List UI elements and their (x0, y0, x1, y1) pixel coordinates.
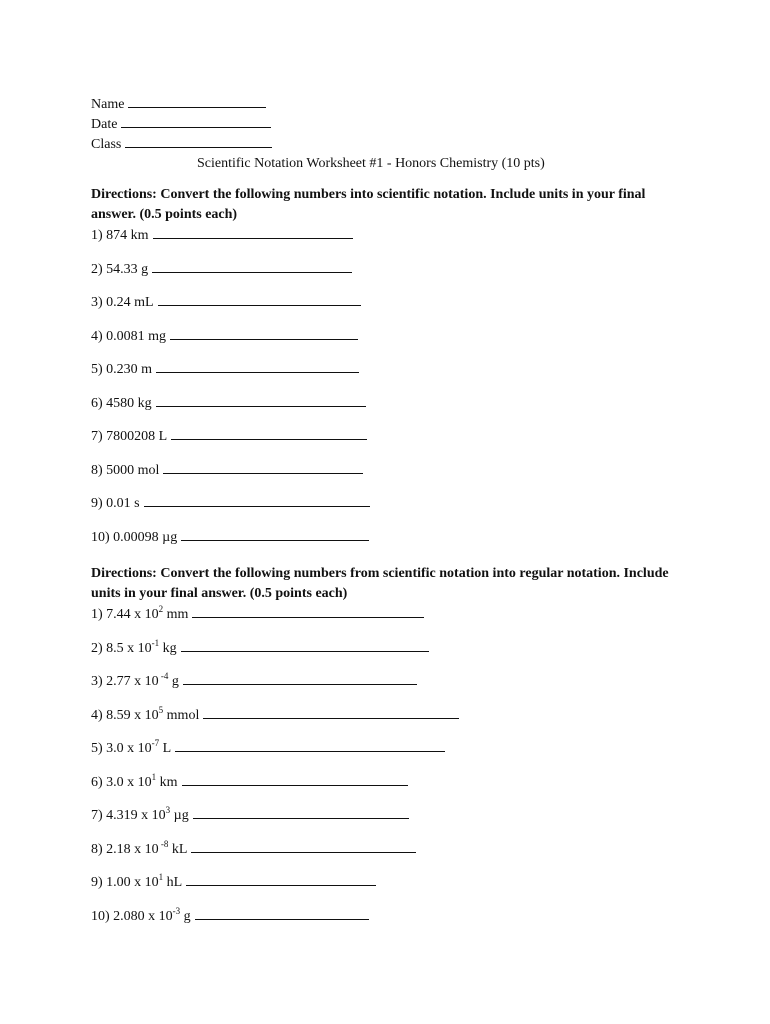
name-label: Name (91, 97, 125, 112)
question-number: 2) (91, 640, 103, 656)
question-value: 0.0081 mg (106, 328, 167, 344)
question-number: 8) (91, 462, 103, 478)
answer-blank[interactable] (163, 460, 363, 474)
question-value: 0.01 s (106, 496, 140, 511)
question-base: 3.0 x 10 (106, 774, 152, 790)
question-number: 1) (91, 607, 103, 622)
class-line (91, 134, 691, 154)
question-base: 3.0 x 10 (106, 741, 152, 756)
question-value: 7800208 L (106, 429, 168, 444)
question-item (91, 839, 691, 873)
question-number: 4) (91, 707, 103, 723)
question-item (91, 671, 691, 705)
question-item (91, 225, 691, 259)
question-exponent: -4 (158, 671, 169, 681)
question-number: 2) (91, 261, 103, 277)
question-unit: g (183, 908, 191, 924)
question-item (91, 292, 691, 326)
question-base: 4.319 x 10 (106, 808, 166, 823)
question-number: 9) (91, 496, 103, 511)
question-unit: kg (162, 640, 177, 656)
section1-directions: Directions: Convert the following numbers into scientific notation. Include units in your final answer. (0.5 points each) (91, 187, 646, 222)
question-base: 2.18 x 10 (106, 841, 159, 857)
question-item (91, 772, 691, 806)
answer-blank[interactable] (182, 772, 408, 786)
question-base: 2.080 x 10 (113, 908, 173, 924)
question-number: 7) (91, 429, 103, 444)
question-number: 3) (91, 295, 103, 310)
answer-blank[interactable] (158, 292, 361, 306)
question-item (91, 326, 691, 360)
question-item (91, 259, 691, 293)
name-blank[interactable] (128, 94, 266, 108)
question-unit: g (171, 674, 179, 689)
question-value: 874 km (106, 228, 149, 243)
question-value: 5000 mol (106, 462, 160, 478)
question-number: 10) (91, 529, 110, 545)
section2-directions: Directions: Convert the following numbers from scientific notation into regular notation. Include units in your final answer. (0.5 points each) (91, 566, 669, 601)
question-item (91, 460, 691, 494)
question-item (91, 493, 691, 527)
question-exponent: -7 (151, 738, 160, 748)
answer-blank[interactable] (181, 527, 369, 541)
answer-blank[interactable] (144, 493, 370, 507)
answer-blank[interactable] (193, 805, 409, 819)
answer-blank[interactable] (203, 705, 459, 719)
question-item (91, 906, 691, 940)
answer-blank[interactable] (152, 259, 352, 273)
question-base: 7.44 x 10 (106, 607, 159, 622)
question-value: 0.230 m (106, 362, 153, 377)
question-unit: hL (166, 875, 183, 890)
answer-blank[interactable] (183, 671, 417, 685)
worksheet-page (91, 94, 691, 939)
question-base: 1.00 x 10 (106, 875, 159, 890)
question-value: 0.24 mL (106, 295, 154, 310)
question-item (91, 638, 691, 672)
question-item (91, 805, 691, 839)
question-exponent: 2 (158, 604, 164, 614)
question-number: 5) (91, 741, 103, 756)
name-line (91, 94, 691, 114)
question-number: 5) (91, 362, 103, 377)
question-exponent: -8 (158, 838, 169, 849)
question-item (91, 604, 691, 638)
question-item (91, 426, 691, 460)
answer-blank[interactable] (181, 638, 429, 652)
question-number: 3) (91, 674, 103, 689)
question-value: 4580 kg (106, 395, 152, 411)
section2-list (91, 604, 691, 939)
question-number: 7) (91, 808, 103, 823)
question-exponent: 3 (165, 805, 171, 815)
question-item (91, 359, 691, 393)
answer-blank[interactable] (195, 906, 369, 920)
question-value: 0.00098 µg (113, 529, 178, 545)
question-number: 10) (91, 908, 110, 924)
question-number: 8) (91, 841, 103, 857)
question-exponent: -1 (151, 637, 160, 648)
question-unit: mmol (166, 707, 200, 723)
question-base: 8.5 x 10 (106, 640, 152, 656)
question-number: 4) (91, 328, 103, 344)
class-label: Class (91, 137, 122, 152)
answer-blank[interactable] (191, 839, 416, 853)
answer-blank[interactable] (171, 426, 367, 440)
page-title: Scientific Notation Worksheet #1 - Honors Chemistry (10 pts) (197, 156, 545, 171)
answer-blank[interactable] (156, 359, 359, 373)
section1-list (91, 225, 691, 560)
question-unit: kL (171, 841, 188, 857)
date-label: Date (91, 117, 118, 132)
answer-blank[interactable] (175, 738, 445, 752)
question-exponent: 1 (151, 771, 157, 782)
question-unit: µg (173, 808, 189, 823)
question-number: 9) (91, 875, 103, 890)
question-item (91, 393, 691, 427)
question-item (91, 872, 691, 906)
question-item (91, 705, 691, 739)
question-unit: km (159, 774, 178, 790)
question-unit: L (162, 741, 172, 756)
date-blank[interactable] (121, 114, 271, 128)
question-exponent: -3 (172, 905, 181, 916)
question-item (91, 527, 691, 561)
question-number: 6) (91, 774, 103, 790)
answer-blank[interactable] (153, 225, 353, 239)
question-exponent: 1 (158, 872, 164, 882)
class-blank[interactable] (125, 134, 272, 148)
question-item (91, 738, 691, 772)
date-line (91, 114, 691, 134)
question-number: 1) (91, 228, 103, 243)
answer-blank[interactable] (192, 604, 424, 618)
question-number: 6) (91, 395, 103, 411)
answer-blank[interactable] (156, 393, 366, 407)
question-exponent: 5 (158, 704, 164, 715)
answer-blank[interactable] (186, 872, 376, 886)
question-unit: mm (166, 607, 189, 622)
answer-blank[interactable] (170, 326, 358, 340)
question-base: 8.59 x 10 (106, 707, 159, 723)
question-value: 54.33 g (106, 261, 149, 277)
question-base: 2.77 x 10 (106, 674, 159, 689)
